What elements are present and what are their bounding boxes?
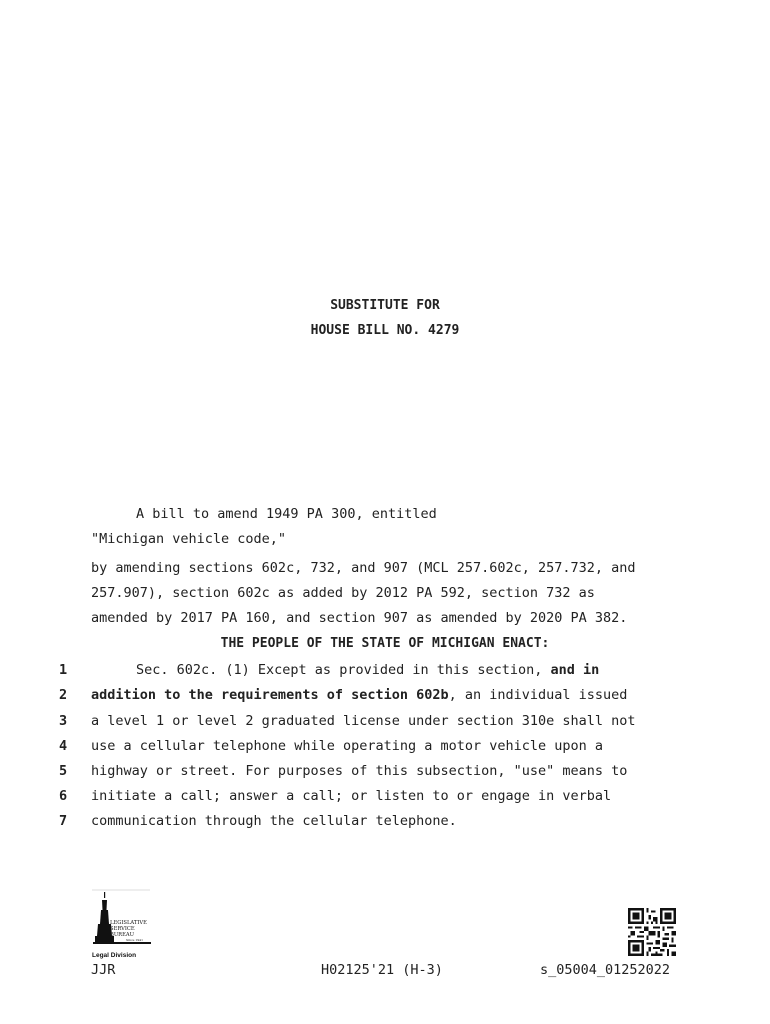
enacting-clause: THE PEOPLE OF THE STATE OF MICHIGAN ENACT: bbox=[220, 636, 550, 651]
preamble-line-1: A bill to amend 1949 PA 300, entitled bbox=[136, 506, 437, 522]
legislative-service-bureau-logo bbox=[90, 888, 152, 960]
logo-text-line1: LEGISLATIVE bbox=[110, 920, 147, 926]
line-number: 1 bbox=[59, 662, 68, 678]
inserted-text: addition to the requirements of section 602b bbox=[91, 687, 449, 703]
preamble-line-2: "Michigan vehicle code," bbox=[91, 531, 287, 547]
logo-text-line2: SERVICE bbox=[110, 926, 135, 932]
preamble-line-4: 257.907), section 602c as added by 2012 PA 592, section 732 as bbox=[91, 585, 595, 601]
inserted-text: and in bbox=[550, 662, 600, 678]
logo-division: Legal Division bbox=[92, 952, 137, 959]
line-number: 6 bbox=[59, 788, 68, 804]
body-line-6: initiate a call; answer a call; or listen to or engage in verbal bbox=[91, 788, 612, 804]
logo-text-line3: BUREAU bbox=[110, 932, 134, 938]
body-text: , an individual issued bbox=[448, 687, 628, 703]
qr-code-icon bbox=[628, 908, 676, 956]
body-line-7: communication through the cellular telephone. bbox=[91, 813, 457, 829]
logo-since: Since 1941 bbox=[126, 938, 143, 942]
body-line-5: highway or street. For purposes of this subsection, "use" means to bbox=[91, 763, 628, 779]
body-text: Sec. 602c. (1) Except as provided in this section, bbox=[136, 662, 551, 678]
body-line-1 bbox=[136, 661, 599, 679]
footer-initials: JJR bbox=[91, 962, 116, 978]
footer-file-id: s_05004_01252022 bbox=[540, 962, 671, 978]
line-number: 2 bbox=[59, 687, 68, 703]
body-line-4: use a cellular telephone while operating a motor vehicle upon a bbox=[91, 738, 604, 754]
line-number: 3 bbox=[59, 713, 68, 729]
line-number: 7 bbox=[59, 813, 68, 829]
bill-number-heading: HOUSE BILL NO. 4279 bbox=[310, 323, 460, 338]
line-number: 5 bbox=[59, 763, 68, 779]
body-line-2 bbox=[91, 686, 627, 704]
preamble-line-3: by amending sections 602c, 732, and 907 (MCL 257.602c, 257.732, and bbox=[91, 560, 636, 576]
preamble-line-5: amended by 2017 PA 160, and section 907 as amended by 2020 PA 382. bbox=[91, 610, 628, 626]
body-line-3: a level 1 or level 2 graduated license under section 310e shall not bbox=[91, 713, 636, 729]
footer-draft-id: H02125'21 (H-3) bbox=[321, 962, 443, 978]
line-number: 4 bbox=[59, 738, 68, 754]
substitute-heading: SUBSTITUTE FOR bbox=[330, 298, 440, 313]
